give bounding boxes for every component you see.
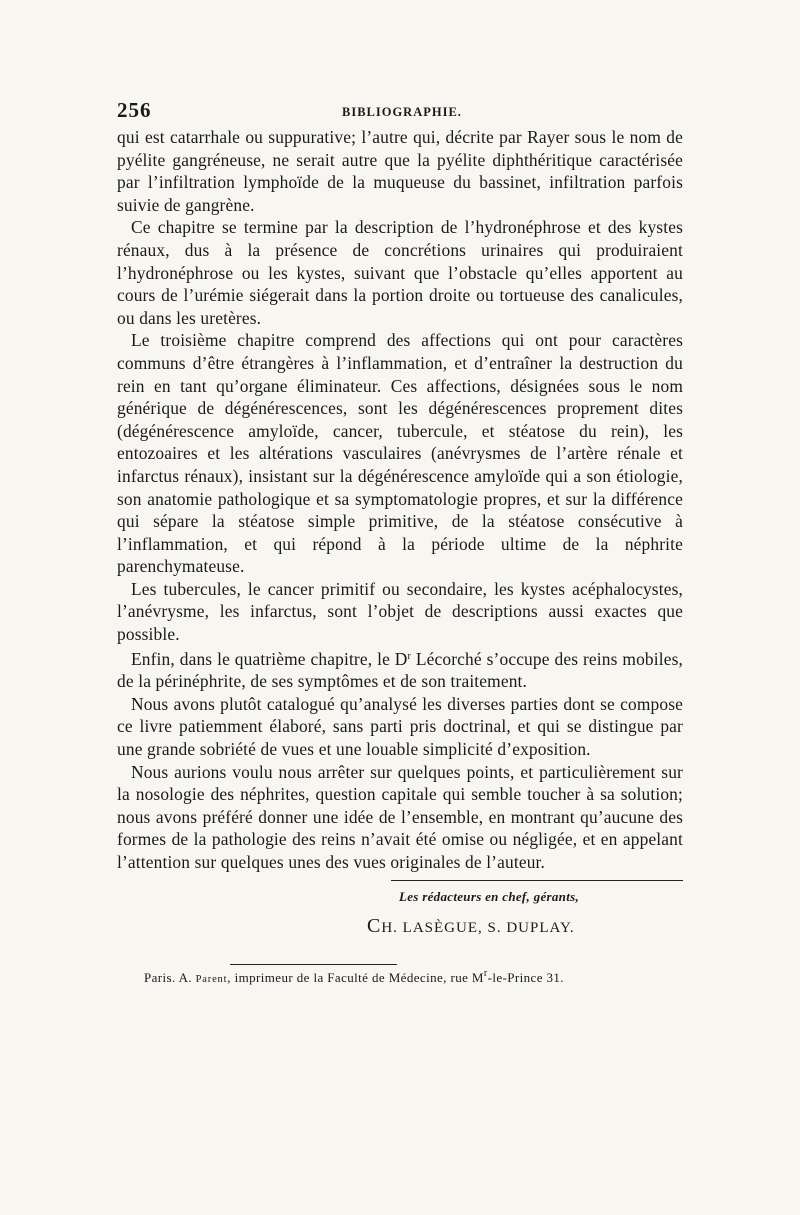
page-number: 256 — [117, 98, 152, 122]
paragraph-summary: Nous avons plutôt catalogué qu’analysé les diverses parties dont se compose ce livre patiemment élaboré, sans parti pris doctrinal, et qui se distingue par une grande sobriété de vues et une louable simplicité d’exposition. — [117, 693, 683, 760]
running-head — [117, 96, 683, 126]
paragraph-third-chapter: Le troisième chapitre comprend des affections qui ont pour caractères communs d’être étrangères à l’inflammation, et d’entraîner la destruction du rein en tant qu’organe éliminateur. Ces affections, désignées sous le nom générique de dégénérescences, sont les dégénérescences proprement dites (dégénérescence amyloïde, cancer, tubercule, et stéatose du rein), les entozoaires et les altérations vasculaires (anévrysmes de l’artère rénale et infarctus rénaux), insistant sur la dégénérescence amyloïde qui a son étiologie, son anatomie pathologique et sa symptomatologie propres, et sur la différence qui sépare la stéatose simple primitive, de la stéatose consécutive à l’inflammation, et qui répond à la période ultime de la néphrite parenchymateuse. — [117, 330, 683, 577]
paragraph-continued: qui est catarrhale ou suppurative; l’autre qui, décrite par Rayer sous le nom de pyélite gangréneuse, ne serait autre que la pyélite diphthéritique caractérisée par l’infiltration lymphoïde de la muqueuse du bassinet, infiltration parfois suivie de gangrène. — [117, 127, 683, 215]
imprint-printer: Parent — [195, 973, 228, 985]
fourth-chapter-text-start: Enfin, dans le quatrième chapitre, le D — [131, 648, 408, 669]
editors-names: H. LASÈGUE, S. DUPLAY. — [381, 919, 575, 936]
editors-signature — [367, 915, 683, 938]
imprint-address: , imprimeur de la Faculté de Médecine, rue M — [227, 969, 484, 985]
doctor-superscript: r — [407, 650, 412, 662]
article-body — [117, 126, 683, 874]
paragraph-fourth-chapter — [117, 646, 683, 693]
imprint-address-end: -le-Prince 31. — [487, 969, 564, 985]
editors-label: Les rédacteurs en chef, gérants, — [399, 888, 580, 904]
fourth-chapter-text-end: Lécorché s’occupe des reins mobiles, de la périnéphrite, de ses symptômes et de son traitement. — [117, 648, 684, 692]
paragraph-conclusion: Nous aurions voulu nous arrêter sur quelques points, et particulièrement sur la nosologie des néphrites, question capitale qui semble toucher à sa solution; nous avons préféré donner une idée de l’ensemble, en montrant qu’aucune des formes de la pathologie des reins n’avait été omise ou négligée, et en appelant l’attention sur quelques unes des vues originales de l’auteur. — [117, 761, 683, 872]
divider-rule — [391, 880, 683, 881]
paragraph-hydronephrose: Ce chapitre se termine par la description de l’hydronéphrose et des kystes rénaux, dus à la présence de concrétions urinaires qui produiraient l’hydronéphrose ou les kystes, suivant que l’obstacle qu’elles apportent au cours de l’urémie siégerait dans la portion droite ou tortueuse des canalicules, ou dans les uretères. — [117, 217, 683, 328]
editors-initial: C — [367, 914, 382, 937]
imprint-city: Paris. A. — [144, 969, 196, 985]
printer-imprint — [144, 968, 683, 986]
book-page — [117, 96, 683, 986]
paragraph-tubercules: Les tubercules, le cancer primitif ou secondaire, les kystes acéphalocystes, l’anévrysme, les infarctus, sont l’objet de descriptions aussi exactes que possible. — [117, 578, 683, 645]
running-title: BIBLIOGRAPHIE. — [342, 105, 462, 119]
imprint-rule — [230, 964, 397, 965]
imprint-superscript: r — [483, 967, 488, 979]
